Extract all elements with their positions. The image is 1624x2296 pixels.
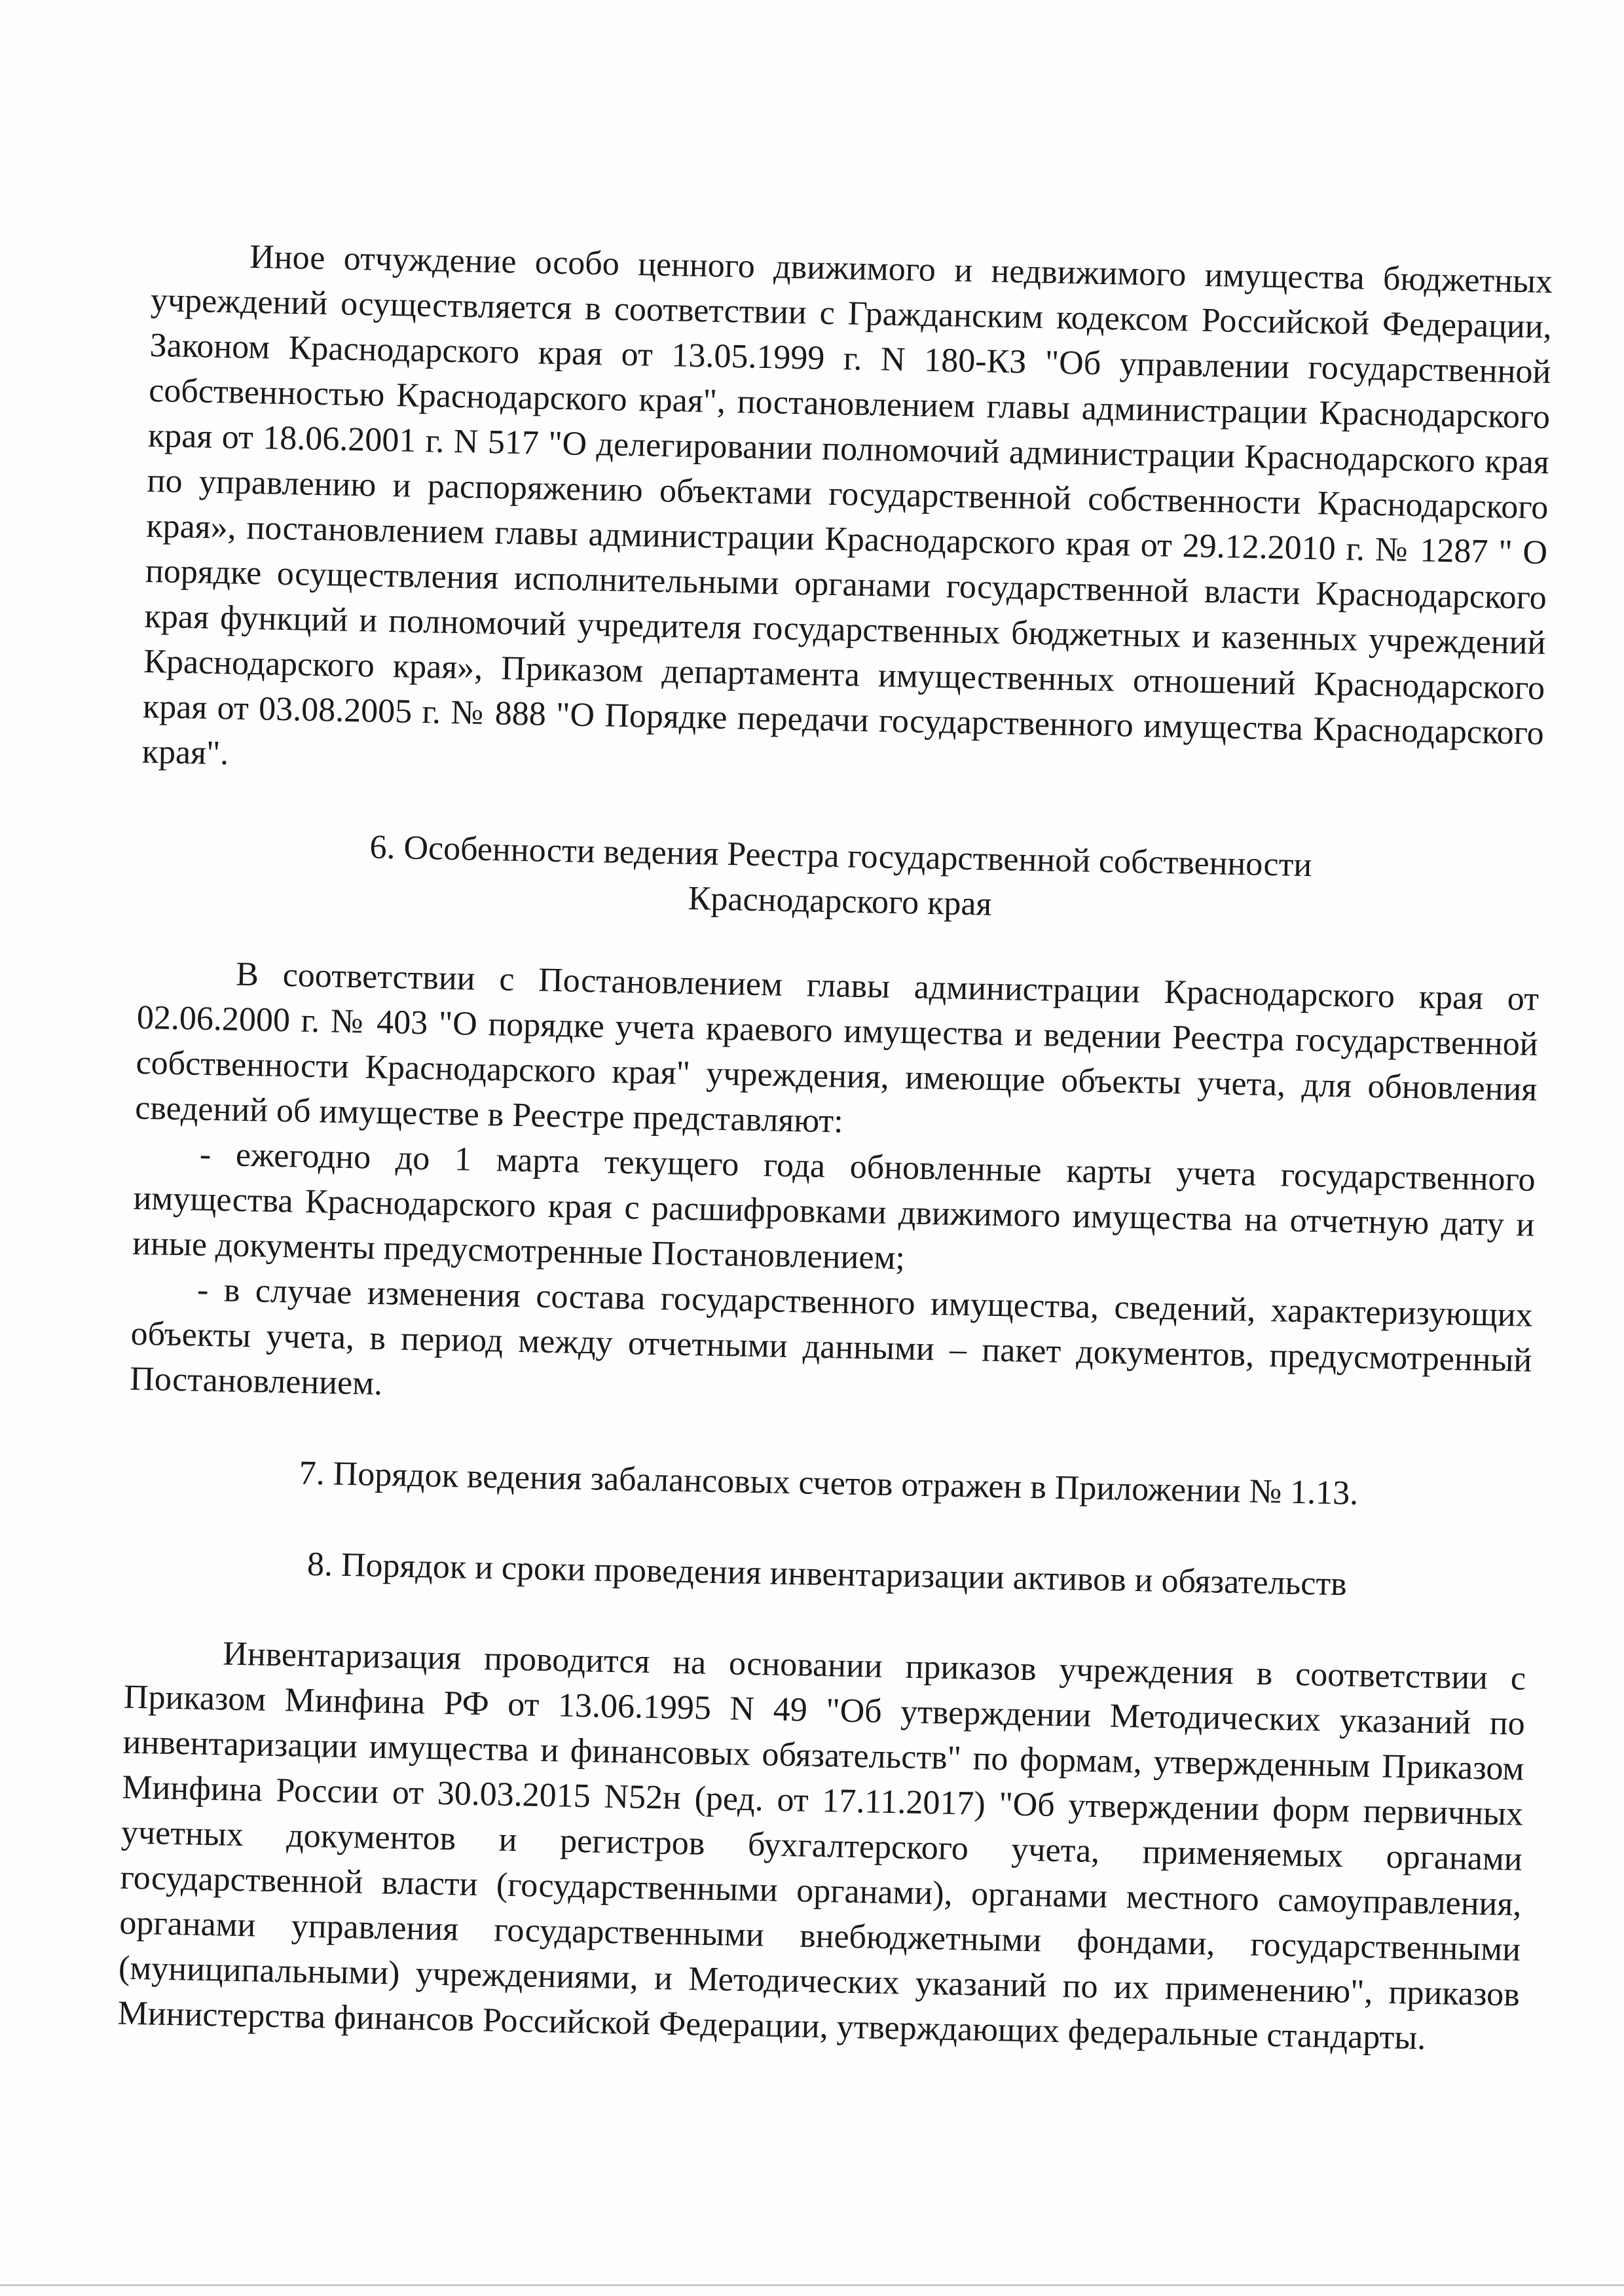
section-7-heading: 7. Порядок ведения забалансовых счетов отражен в Приложении № 1.13.	[299, 1454, 1359, 1512]
document-body	[117, 232, 1553, 2063]
paragraph-inventory: Инвентаризация проводится на основании приказов учреждения в соответствии с Приказом Минфина РФ от 13.06.1995 N 49 "Об утверждении Методических указаний по инвентаризации имущества и финансовых обязательств" по формам, утвержденным Приказом Минфина России от 30.03.2015 N52н (ред. от 17.11.2017) "Об утверждении форм первичных учетных документов и регистров бухгалтерского учета, применяемых органами государственной власти (государственными органами), органами местного самоуправления, органами управления государственными внебюджетными фондами, государственными (муниципальными) учреждениями, и Методических указаний по их применению", приказов Министерства финансов Российской Федерации, утверждающих федеральные стандарты.	[117, 1635, 1526, 2057]
paragraph-registry: В соответствии с Постановлением главы администрации Краснодарского края от 02.06.2000 г. № 403 "О порядке учета краевого имущества и ведении Реестра государственной собственности Краснодарского края" учреждения, имеющие объекты учета, для обновления сведений об имуществе в Реестре представляют:	[134, 955, 1540, 1140]
section-6-heading-line-1: 6. Особенности ведения Реестра государственной собственности	[369, 828, 1312, 884]
section-8-heading: 8. Порядок и сроки проведения инвентаризации активов и обязательств	[306, 1545, 1348, 1603]
list-item-annual-update: - ежегодно до 1 марта текущего года обновленные карты учета государственного имущества Краснодарского края с расшифровками движимого имущества на отчетную дату и иные документы предусмотренные Постановлением;	[132, 1135, 1536, 1277]
section-6-heading-line-2: Краснодарского края	[688, 879, 992, 923]
scan-edge-line	[0, 2284, 1624, 2286]
list-item-change-package: - в случае изменения состава государственного имущества, сведений, характеризующих объекты учета, в период между отчетными данными – пакет документов, предусмотренный Постановлением.	[129, 1271, 1534, 1403]
paragraph-alienation: Иное отчуждение особо ценного движимого и недвижимого имущества бюджетных учреждений осуществляется в соответствии с Гражданским кодексом Российской Федерации, Законом Краснодарского края от 13.05.1999 г. N 180-КЗ "Об управлении государственной собственностью Краснодарского края", постановлением главы администрации Краснодарского края от 18.06.2001 г. N 517 "О делегировании полномочий администрации Краснодарского края по управлению и распоряжению объектами государственной собственности Краснодарского края», постановлением главы администрации Краснодарского края от 29.12.2010 г. № 1287 " О порядке осуществления исполнительными органами государственной власти Краснодарского края функций и полномочий учредителя государственных бюджетных и казенных учреждений Краснодарского края», Приказом департамента имущественных отношений Краснодарского края от 03.08.2005 г. № 888 "О Порядке передачи государственного имущества Краснодарского края".	[141, 238, 1553, 773]
